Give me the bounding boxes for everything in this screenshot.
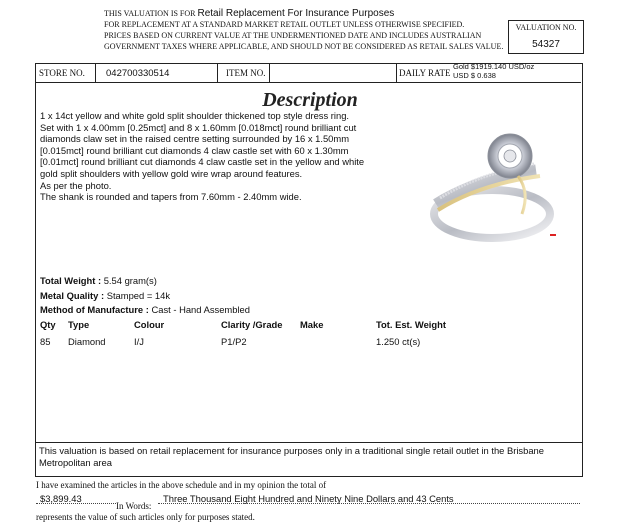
notice-prefix: THIS VALUATION IS FOR bbox=[104, 9, 196, 18]
total-weight bbox=[40, 275, 157, 286]
table-cell-weight: 1.250 ct(s) bbox=[376, 336, 421, 347]
daily-rate-label-cell bbox=[397, 63, 451, 82]
table-cell-type: Diamond bbox=[68, 336, 106, 347]
valuation-note: This valuation is based on retail replacement for insurance purposes only in a traditional single retail outlet in the Brisbane Metropolitan area bbox=[36, 442, 582, 469]
item-value-cell bbox=[270, 63, 397, 82]
table-cell-qty: 85 bbox=[40, 336, 51, 347]
notice-line-3: PRICES BASED ON CURRENT VALUE AT THE UNDERMENTIONED DATE AND INCLUDES AUSTRALIAN bbox=[104, 31, 482, 40]
description-line: diamonds claw set in the raised centre setting surrounded by 16 x 1.50mm bbox=[40, 133, 350, 145]
red-mark bbox=[550, 234, 556, 236]
gold-rate: Gold $1919.140 USD/oz bbox=[453, 62, 535, 71]
valuation-number: 54327 bbox=[532, 39, 560, 50]
table-header-qty: Qty bbox=[40, 319, 56, 330]
valuation-number-label: VALUATION NO. bbox=[515, 23, 577, 32]
description-text bbox=[40, 110, 415, 203]
notice-line-4: GOVERNMENT TAXES WHERE APPLICABLE, AND SHOULD NOT BE CONSIDERED AS RETAIL SALES VALUE. bbox=[104, 42, 504, 51]
total-weight-label: Total Weight : bbox=[40, 275, 102, 286]
table-header-make: Make bbox=[300, 319, 324, 330]
table-cell-colour: I/J bbox=[134, 336, 144, 347]
description-line: The shank is rounded and tapers from 7.60mm - 2.40mm wide. bbox=[40, 191, 302, 203]
valuation-number-box bbox=[508, 20, 584, 54]
metal-quality-value: Stamped = 14k bbox=[106, 290, 171, 301]
item-label-cell bbox=[218, 63, 270, 82]
in-words-label: In Words: bbox=[116, 501, 152, 511]
total-amount: $3,899.43 bbox=[40, 493, 82, 504]
store-value-cell bbox=[96, 63, 218, 82]
method-of-manufacture bbox=[40, 304, 250, 315]
description-line: Set with 1 x 4.00mm [0.25mct] and 8 x 1.60mm [0.018mct] round brilliant cut bbox=[40, 121, 357, 133]
footer-purpose: represents the value of such articles only for purposes stated. bbox=[36, 512, 255, 522]
method-value: Cast - Hand Assembled bbox=[151, 304, 250, 315]
table-header-type: Type bbox=[68, 319, 90, 330]
words-dotted-line bbox=[158, 503, 580, 504]
ring-illustration bbox=[418, 118, 558, 244]
header-notice bbox=[104, 8, 504, 52]
description-line: [0.015mct] round brilliant cut diamonds 4 claw castle set with 60 x 1.30mm bbox=[40, 144, 349, 156]
method-label: Method of Manufacture : bbox=[40, 304, 149, 315]
description-line: 1 x 14ct yellow and white gold split shoulder thickened top style dress ring. bbox=[40, 110, 350, 121]
amount-dotted-line bbox=[36, 503, 116, 504]
daily-rate-label: DAILY RATE bbox=[399, 68, 451, 78]
amount-in-words: Three Thousand Eight Hundred and Ninety Nine Dollars and 43 Cents bbox=[163, 493, 454, 504]
store-label: STORE NO. bbox=[39, 68, 85, 78]
description-title: Description bbox=[262, 89, 358, 111]
table-header-clarity: Clarity /Grade bbox=[221, 319, 283, 330]
ring-photo bbox=[418, 118, 558, 244]
footer-statement: I have examined the articles in the above schedule and in my opinion the total of bbox=[36, 480, 327, 490]
daily-rate-value-cell bbox=[451, 63, 581, 82]
metal-quality-label: Metal Quality : bbox=[40, 290, 105, 301]
total-weight-value: 5.54 gram(s) bbox=[103, 275, 157, 286]
notice-line-2: FOR REPLACEMENT AT A STANDARD MARKET RETAIL OUTLET UNLESS OTHERWISE SPECIFIED. bbox=[104, 20, 465, 29]
description-line: [0.01mct] round brilliant cut diamonds 4 claw castle set in the yellow and white bbox=[40, 156, 365, 168]
valuation-purpose: Retail Replacement For Insurance Purposes bbox=[197, 8, 395, 19]
table-header-weight: Tot. Est. Weight bbox=[376, 319, 446, 330]
description-line: gold split shoulders with yellow gold wire wrap around features. bbox=[40, 167, 303, 179]
description-line: As per the photo. bbox=[40, 179, 112, 191]
usd-rate: USD $ 0.638 bbox=[453, 71, 496, 80]
table-header-colour: Colour bbox=[134, 319, 165, 330]
info-row bbox=[35, 63, 581, 83]
store-label-cell bbox=[35, 63, 96, 82]
item-label: ITEM NO. bbox=[226, 68, 266, 78]
metal-quality bbox=[40, 290, 170, 301]
table-cell-clarity: P1/P2 bbox=[221, 336, 247, 347]
store-number: 042700330514 bbox=[106, 68, 170, 79]
